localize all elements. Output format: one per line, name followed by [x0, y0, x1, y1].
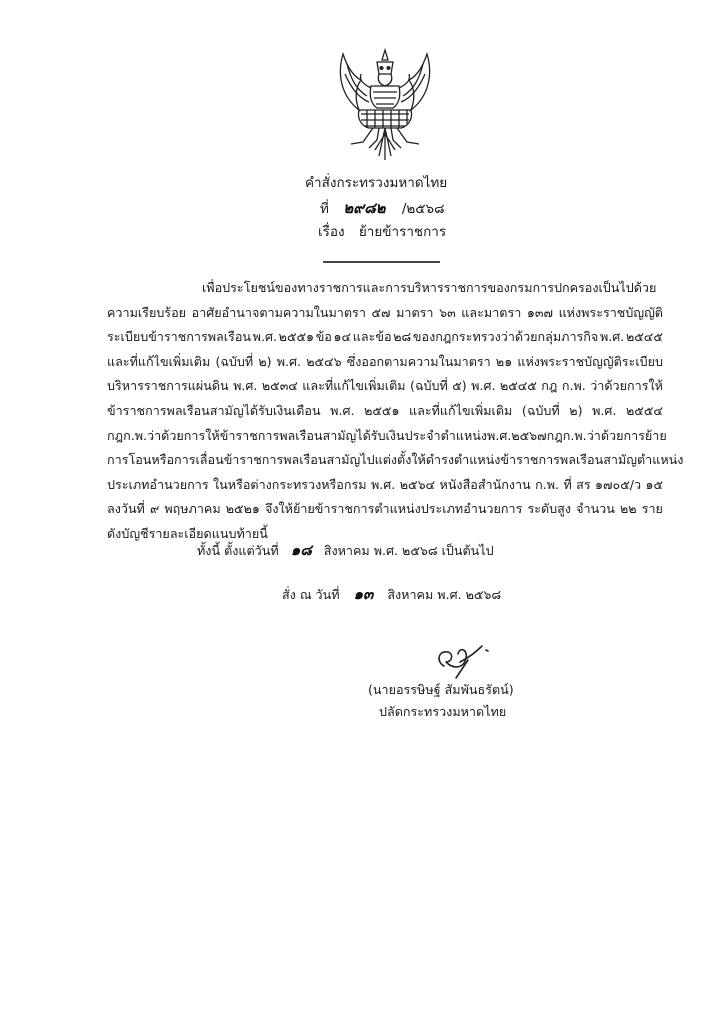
- body-line: เพื่อประโยชน์ของทางราชการและการบริหารราชการของกรมการปกครองเป็นไปด้วย: [202, 280, 657, 295]
- ordered-suffix: สิงหาคม พ.ศ. ๒๕๖๘: [387, 587, 502, 602]
- effective-date: [197, 538, 494, 562]
- body-line: ลงวันที่ ๙ พฤษภาคม ๒๕๒๑ จึงให้ย้ายข้าราชการตำแหน่งประเภทอำนวยการ ระดับสูง จำนวน ๒๒ ราย: [107, 501, 663, 517]
- signatory-position: ปลัดกระทรวงมหาดไทย: [379, 704, 507, 719]
- body-line: บริหารราชการแผ่นดิน พ.ศ. ๒๕๓๔ และที่แก้ไขเพิ่มเติม (ฉบับที่ ๕) พ.ศ. ๒๕๔๕ กฎ ก.พ. ว่าด้วยการให้: [107, 378, 663, 394]
- signature-icon: [430, 636, 500, 682]
- ordered-date: [282, 582, 501, 606]
- order-body: [107, 276, 684, 547]
- header-divider: [323, 261, 440, 263]
- body-line: ระเบียบข้าราชการพลเรือน พ.ศ. ๒๕๕๑ ข้อ ๑๔ และข้อ ๒๘ ของกฎกระทรวงว่าด้วยกลุ่มภารกิจ พ.ศ. ๒๕๔๕: [107, 329, 663, 345]
- body-line: และที่แก้ไขเพิ่มเติม (ฉบับที่ ๒) พ.ศ. ๒๕๔๖ ซึ่งออกตามความในมาตรา ๒๑ แห่งพระราชบัญญัติระเบียบ: [107, 353, 663, 369]
- order-title: คำสั่งกระทรวงมหาดไทย: [305, 175, 448, 191]
- signatory-name: (นายอรรษิษฐ์ สัมพันธรัตน์): [368, 682, 514, 697]
- effective-day-handwritten: ๑๘: [290, 541, 312, 559]
- effective-prefix: ทั้งนี้ ตั้งแต่วันที่: [197, 543, 279, 558]
- subject-label: เรื่อง: [318, 224, 345, 240]
- ordered-prefix: สั่ง ณ วันที่: [282, 587, 340, 602]
- order-number-year: /๒๕๖๘: [401, 201, 445, 217]
- subject-text: ย้ายข้าราชการ: [358, 224, 447, 240]
- body-line: ข้าราชการพลเรือนสามัญได้รับเงินเดือน พ.ศ. ๒๕๕๑ และที่แก้ไขเพิ่มเติม (ฉบับที่ ๒) พ.ศ. ๒๕๕๔: [107, 402, 663, 418]
- order-number-handwritten: ๒๙๘๒: [343, 199, 386, 217]
- order-number: [320, 199, 445, 218]
- body-line: กฎ ก.พ. ว่าด้วยการให้ข้าราชการพลเรือนสามัญได้รับเงินประจำตำแหน่ง พ.ศ. ๒๕๖๗ กฎ ก.พ. ว่าด้วยการย้าย: [107, 427, 667, 443]
- body-line: ประเภทอำนวยการ ในหรือต่างกระทรวงหรือกรม พ.ศ. ๒๕๖๔ หนังสือสำนักงาน ก.พ. ที่ สร ๑๗๐๕/ว ๑๕: [107, 476, 663, 492]
- garuda-emblem-icon: [333, 44, 437, 162]
- ordered-day-handwritten: ๑๓: [353, 585, 374, 603]
- body-line: ดังบัญชีรายละเอียดแนบท้ายนี้: [107, 525, 268, 541]
- body-line: ความเรียบร้อย อาศัยอำนาจตามความในมาตรา ๕๗ มาตรา ๖๓ และมาตรา ๑๓๗ แห่งพระราชบัญญัติ: [107, 304, 663, 320]
- effective-suffix: สิงหาคม พ.ศ. ๒๕๖๘ เป็นต้นไป: [323, 543, 494, 558]
- order-subject: [318, 223, 446, 241]
- body-line: การโอน หรือการเลื่อนข้าราชการพลเรือนสามัญไปแต่งตั้งให้ดำรงตำแหน่งข้าราชการพลเรือนสามัญตำแหน่ง: [107, 452, 684, 468]
- order-number-prefix: ที่: [320, 201, 329, 217]
